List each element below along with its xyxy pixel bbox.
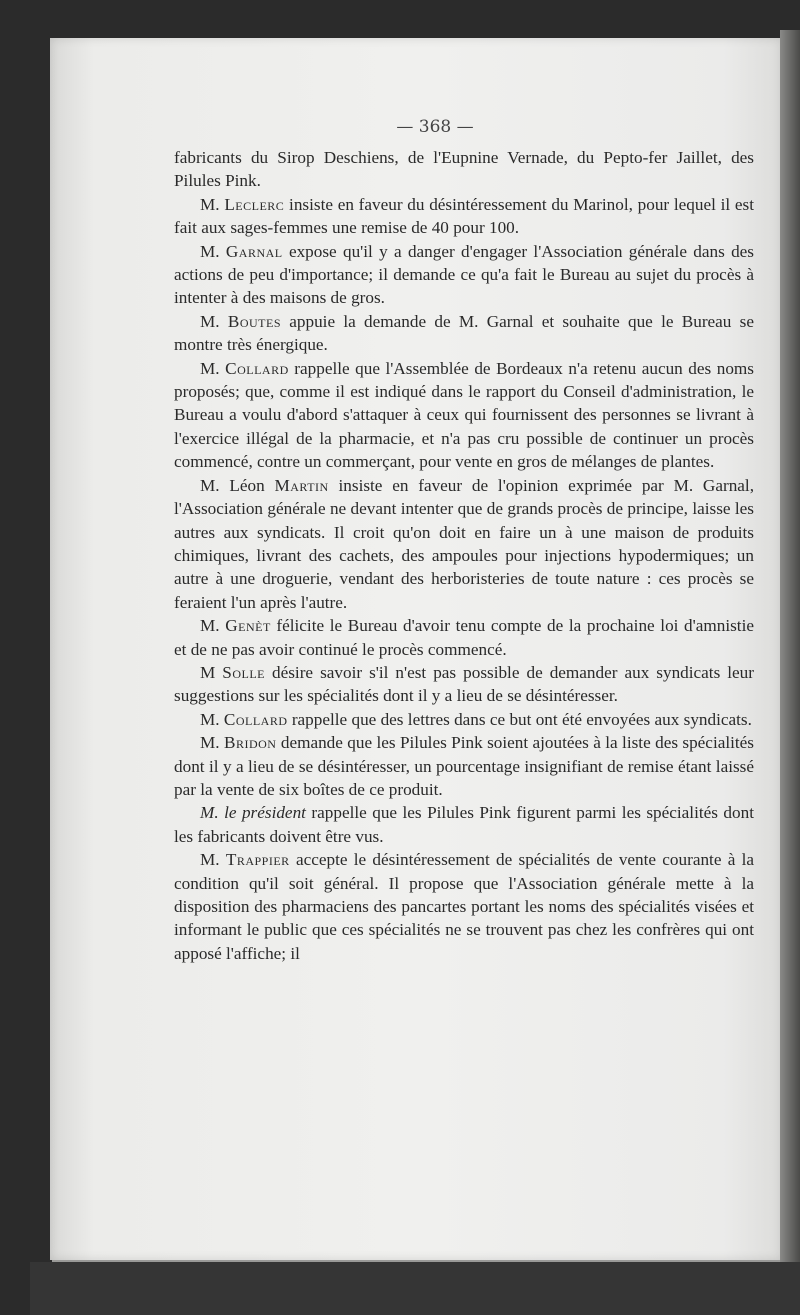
paragraph (174, 801, 754, 848)
paragraph (174, 240, 754, 310)
speaker-prefix: M. (200, 194, 225, 214)
paragraph-text: expose qu'il y a danger d'engager l'Association générale dans des actions de peu d'importance; il demande ce qu'a fait le Bureau au sujet du procès à intenter à des maisons de gros. (174, 241, 754, 308)
page-number: — 368 — (396, 117, 474, 137)
speaker-prefix: M. (200, 733, 224, 753)
speaker-prefix: M. (200, 241, 226, 261)
speaker-name: Collard (225, 358, 289, 378)
speaker-name: Leclerc (224, 194, 285, 214)
speaker-title: M. le président (200, 803, 306, 823)
speaker-name: Solle (222, 662, 266, 682)
speaker-prefix: M. (200, 616, 226, 636)
speaker-name: Genèt (225, 616, 271, 636)
paragraph-text: félicite le Bureau d'avoir tenu compte de la prochaine loi d'amnistie et de ne pas avoir continué le procès commencé. (174, 616, 754, 659)
speaker-name: Trappier (225, 850, 290, 870)
paragraph-text: insiste en faveur de l'opinion exprimée par M. Garnal, l'Association générale ne devant intenter que de grands procès de principe, laisse les autres aux syndicats. Il croit qu'on doit en faire un à une maison de produits chimiques, livrant des cachets, des ampoules pour injections hypodermiques; un autre à une droguerie, vendant des herboristeries de toute nature : ces procès se feraient l'un après l'autre. (174, 475, 754, 612)
paragraph (174, 614, 754, 661)
speaker-prefix: M. (200, 709, 224, 729)
speaker-prefix: M. (200, 850, 226, 870)
paragraph (174, 708, 754, 731)
speaker-name: Garnal (225, 241, 283, 261)
speaker-prefix: M. (200, 358, 226, 378)
paragraph-text: désire savoir s'il n'est pas possible de demander aux syndicats leur suggestions sur les spécialités dont il y a lieu de se désintéresser. (174, 662, 754, 706)
speaker-name: Martin (274, 475, 329, 495)
paragraph (174, 661, 754, 708)
scan-background (30, 1262, 800, 1315)
speaker-prefix: M. Léon (200, 475, 275, 495)
body-text (174, 146, 754, 965)
paragraph (174, 146, 754, 193)
paragraph (174, 193, 754, 240)
paragraph (174, 474, 754, 614)
paragraph-text: fabricants du Sirop Deschiens, de l'Eupnine Vernade, du Pepto-fer Jaillet, des Pilules Pink. (174, 148, 754, 191)
page-edge (780, 30, 800, 1280)
paragraph (174, 848, 754, 965)
paragraph-text: rappelle que des lettres dans ce but ont été envoyées aux syndicats. (287, 709, 752, 729)
paragraph-text: demande que les Pilules Pink soient ajoutées à la liste des spécialités dont il y a lieu de se désintéresser, un pourcentage insignifiant de remise étant laissé par la vente de six boîtes de ce produit. (174, 733, 754, 799)
paragraph-text: appuie la demande de M. Garnal et souhaite que le Bureau se montre très énergique. (174, 311, 754, 355)
paragraph (174, 310, 754, 357)
paragraph-text: rappelle que l'Assemblée de Bordeaux n'a retenu aucun des noms proposés; que, comme il est indiqué dans le rapport du Conseil d'administration, le Bureau a voulu d'abord s'attaquer à ceux qui fournissent des personnes se livrant à l'exercice illégal de la pharmacie, et n'a pas cru possible de continuer un procès commencé, contre un commerçant, pour vente en gros de mélanges de plantes. (174, 358, 754, 472)
speaker-name: Collard (223, 709, 288, 729)
paragraph (174, 731, 754, 801)
speaker-name: Bridon (223, 733, 277, 753)
paragraph-text: insiste en faveur du désintéressement du Marinol, pour lequel il est fait aux sages-femmes une remise de 40 pour 100. (174, 194, 754, 238)
speaker-prefix: M. (200, 311, 228, 331)
speaker-name: Boutes (227, 311, 281, 331)
paragraph-text: accepte le désintéressement de spécialités de vente courante à la condition qu'il soit général. Il propose que l'Association générale mette à la disposition des pharmaciens des pancartes portant les noms des spécialités visées et informant le public que ces spécialités ne se trouvent pas chez les confrères qui ont apposé l'affiche; il (174, 850, 754, 963)
paragraph (174, 357, 754, 474)
speaker-prefix: M (200, 662, 223, 682)
paragraph-text: rappelle que les Pilules Pink figurent parmi les spécialités dont les fabricants doivent être vus. (174, 803, 754, 846)
